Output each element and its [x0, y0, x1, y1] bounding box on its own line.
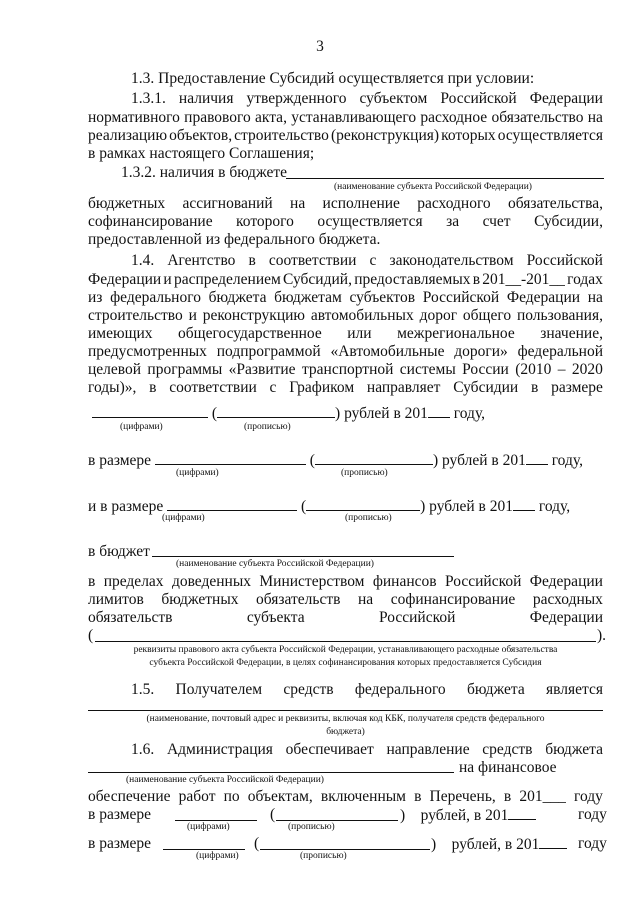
word: и [163, 271, 172, 288]
word: пользования, [516, 307, 603, 324]
amount-row-2 [88, 451, 583, 470]
word: строительство [88, 307, 183, 324]
word: субъектов [349, 289, 416, 306]
caption-words: (прописью) [288, 822, 335, 832]
open-paren: ( [211, 405, 218, 422]
word: обеспечивает [285, 741, 374, 758]
rubles-in-label: рублей, в 201 [420, 807, 509, 824]
word: нормативного [88, 109, 180, 126]
year-label: году [578, 835, 607, 852]
amount-digits-field[interactable] [92, 404, 208, 418]
clause-1-3: 1.3. Предоставление Субсидий осуществляется при условии: [131, 70, 535, 87]
word: в [88, 573, 96, 590]
word: расходного [417, 195, 491, 212]
word: обязательства, [507, 195, 603, 212]
word: автомобильных [310, 307, 414, 324]
word: – [557, 361, 566, 378]
word: дороги» [454, 343, 508, 360]
and-in-amount-label: и в размере [88, 498, 164, 515]
amount-digits-field[interactable] [163, 849, 245, 850]
word: 1.3.1. [131, 90, 166, 107]
word: Российской [526, 252, 603, 269]
amount-row-4 [88, 806, 151, 824]
word: годы)», [88, 379, 137, 396]
word: ассигнований [182, 195, 273, 212]
limits-line-3 [88, 609, 603, 627]
word: федеральной [517, 343, 603, 360]
word: соответствии [169, 379, 257, 396]
word: Российской [422, 289, 500, 306]
word: работ [178, 788, 216, 805]
clause-1-3-1-line-3 [88, 127, 603, 145]
word: Федерации [529, 90, 603, 107]
word: из [88, 289, 103, 306]
word: (2010 [515, 361, 552, 378]
subject-name-field[interactable] [88, 772, 454, 773]
word: обязательств [88, 609, 173, 626]
word: Российской [440, 90, 517, 107]
clause-1-4-line-8 [88, 379, 603, 397]
word: в [503, 788, 512, 805]
word: предоставляемых [354, 271, 471, 288]
caption-digits: (цифрами) [120, 422, 163, 432]
word: Получателем [175, 681, 263, 698]
amount-row-3 [88, 497, 570, 516]
word: и [188, 307, 197, 324]
caption-words: (прописью) [341, 468, 388, 478]
word: 1.4. [131, 252, 155, 269]
caption-recipient-2: бюджета) [326, 727, 365, 737]
word: бюджета [208, 289, 267, 306]
word: транспортной [301, 361, 394, 378]
word: значение, [540, 325, 603, 342]
word: является [546, 681, 603, 698]
word: Федерации [529, 609, 603, 626]
word: Перечень, [429, 788, 496, 805]
caption-words: (прописью) [244, 422, 291, 432]
word: в [530, 379, 539, 396]
amount-row-5 [88, 835, 151, 853]
in-amount-label: в размере [88, 835, 152, 852]
caption-legal-act-2: субъекта Российской Федерации, в целях софинансирования которых предоставляется Субсидия [149, 658, 542, 668]
word: дорог [419, 307, 458, 324]
clause-1-4-line-2 [88, 271, 603, 289]
caption-digits: (цифрами) [187, 822, 230, 832]
open-paren: ( [270, 806, 276, 823]
rubles-label: ) рублей в 201 [335, 405, 428, 422]
word: подпрограммой [216, 343, 321, 360]
word: обязательство [491, 109, 584, 126]
word: Федерации [529, 573, 603, 590]
clause-1-3-1-line-1 [131, 90, 603, 108]
caption-digits: (цифрами) [196, 851, 239, 861]
word: реконструкцию [202, 307, 305, 324]
word: софинансирование [390, 591, 516, 608]
word: бюджетных [88, 195, 166, 212]
word: в [149, 379, 157, 396]
word: осуществляется [317, 213, 423, 230]
word: году [573, 788, 603, 805]
open-paren: ( [300, 498, 307, 515]
clause-1-3-1-line-4: в рамках настоящего Соглашения; [88, 145, 315, 162]
word: включенным [320, 788, 406, 805]
word: соответствии [268, 252, 357, 269]
word: направляет [366, 379, 441, 396]
word: направление [386, 741, 470, 758]
word: (реконструкция) [330, 127, 440, 144]
year-field[interactable] [539, 835, 567, 849]
word: исполнение [322, 195, 400, 212]
word: 201__-201__ [482, 271, 565, 288]
open-paren: ( [254, 835, 260, 852]
word: субъектом [359, 90, 428, 107]
amount-digits-field[interactable] [175, 820, 257, 821]
amount-words-field[interactable] [217, 404, 335, 418]
caption-words: (прописью) [300, 851, 347, 861]
clause-1-6 [131, 741, 603, 759]
word: с [369, 252, 377, 269]
word: средств [482, 741, 533, 758]
page-number: 3 [316, 38, 324, 55]
amount-words-field[interactable] [276, 820, 398, 821]
amount-row-1 [92, 404, 485, 423]
in-amount-label: в размере [88, 452, 152, 469]
word: расходных [532, 591, 603, 608]
clause-1-4-line-1 [131, 252, 603, 270]
word: 201___ [519, 788, 566, 805]
word: строительство [234, 127, 329, 144]
word: по [223, 788, 240, 805]
caption-recipient-1: (наименование, почтовый адрес и реквизиты, включая код КБК, получателя средств федерального [146, 714, 545, 724]
caption-subject-name: (наименование субъекта Российской Федерации) [176, 559, 374, 569]
clause-1-3-2-line-1 [88, 195, 603, 213]
word: пределах [103, 573, 164, 590]
word: имеющих [88, 325, 153, 342]
word: объектам, [247, 788, 313, 805]
word: субъекта [246, 609, 305, 626]
close-paren: ). [597, 627, 607, 644]
amount-words-field[interactable] [260, 849, 430, 850]
year-field[interactable] [513, 497, 535, 511]
word: бюджетам [274, 289, 342, 306]
word: с [269, 379, 277, 396]
legal-act-field[interactable] [95, 641, 596, 642]
word: в [248, 252, 256, 269]
word: реализацию [88, 127, 168, 144]
word: которых [441, 127, 496, 144]
word: России [462, 361, 509, 378]
word: 2020 [571, 361, 603, 378]
word: счет [482, 213, 511, 230]
word: на [587, 109, 603, 126]
word: правового [184, 109, 251, 126]
word: Графиком [289, 379, 355, 396]
caption-subject-name: (наименование субъекта Российской Федерации) [126, 775, 324, 785]
word: федерального [110, 289, 201, 306]
word: на [290, 195, 306, 212]
amount-words-field[interactable] [306, 497, 420, 511]
year-field[interactable] [526, 451, 548, 465]
word: «Автомобильные [330, 343, 445, 360]
limits-line-1 [88, 573, 603, 591]
word: общего [462, 307, 512, 324]
rubles-label: ) рублей в 201 [420, 498, 513, 515]
caption-legal-act-1: реквизиты правового акта субъекта Российской Федерации, устанавливающего расходные обязательства [133, 645, 558, 655]
caption-subject-name: (наименование субъекта Российской Федерации) [334, 182, 532, 192]
year-label: году, [453, 405, 486, 422]
word: на [357, 591, 374, 608]
word: доведенных [171, 573, 251, 590]
word: софинансирование [88, 213, 213, 230]
clause-1-4-line-3 [88, 289, 603, 307]
word: размере [551, 379, 603, 396]
amount-words-field[interactable] [315, 451, 433, 465]
word: объектов, [169, 127, 233, 144]
word: расходное [420, 109, 488, 126]
amount-digits-field[interactable] [167, 497, 297, 511]
word: Администрация [166, 741, 273, 758]
word: в [414, 788, 422, 805]
clause-1-3-1-line-2 [88, 109, 603, 127]
clause-1-4-line-6 [88, 343, 603, 361]
word: бюджетных [161, 591, 239, 608]
year-label: году [578, 806, 607, 823]
word: Министерством [259, 573, 365, 590]
caption-digits: (цифрами) [176, 468, 219, 478]
recipient-field[interactable] [88, 710, 603, 711]
word: бюджета [545, 741, 603, 758]
word: предусмотренных [88, 343, 207, 360]
caption-digits: (цифрами) [162, 513, 205, 523]
rubles-label: ) рублей в 201 [432, 452, 526, 469]
in-amount-label: в размере [88, 806, 152, 823]
year-field[interactable] [428, 404, 450, 418]
clause-1-4-line-4 [88, 307, 603, 325]
word: межрегиональное [397, 325, 515, 342]
word: Агентство [167, 252, 236, 269]
word: за [446, 213, 460, 230]
to-budget-label: в бюджет [88, 543, 150, 560]
word: законодательством [389, 252, 514, 269]
word: Субсидий, [283, 271, 352, 288]
word: которого [236, 213, 294, 230]
word: обеспечение [88, 788, 171, 805]
word: программы [147, 361, 223, 378]
word: общегосударственное [178, 325, 322, 342]
word: лимитов [88, 591, 144, 608]
word: бюджета [466, 681, 525, 698]
clause-1-6-line-3 [88, 788, 603, 806]
open-paren: ( [88, 627, 94, 644]
on-financial-label: на финансовое [459, 759, 557, 776]
word: Федерации [506, 289, 581, 306]
clause-1-3-2-lead: 1.3.2. наличия в бюджете [121, 164, 287, 181]
year-label: году, [551, 452, 583, 469]
year-field[interactable] [508, 806, 536, 820]
rubles-label: ) рублей, в 201 [400, 806, 536, 825]
word: утвержденного [246, 90, 347, 107]
word: наличия [178, 90, 234, 107]
blank-line[interactable] [152, 556, 454, 557]
clause-1-4-line-7 [88, 361, 603, 379]
year-label: году, [538, 498, 571, 515]
word: Российской [444, 573, 522, 590]
word: в [472, 271, 481, 288]
rubles-label: ) рублей, в 201 [431, 835, 567, 854]
word: целевой [88, 361, 142, 378]
clause-1-3-2-line-3: предоставленной из федерального бюджета. [88, 231, 381, 248]
blank-line[interactable] [286, 178, 604, 179]
word: Субсидии [453, 379, 519, 396]
clause-1-3-2-line-2 [88, 213, 603, 231]
word: распределением [173, 271, 281, 288]
word: финансов [372, 573, 437, 590]
limits-line-2 [88, 591, 603, 609]
amount-digits-field[interactable] [155, 451, 306, 465]
word: или [347, 325, 372, 342]
word: осуществляется [497, 127, 603, 144]
clause-1-5 [131, 681, 603, 699]
word: на [587, 289, 603, 306]
open-paren: ( [309, 452, 315, 469]
rubles-in-label: рублей, в 201 [451, 836, 540, 853]
word: 1.6. [131, 741, 155, 758]
word: обязательств [256, 591, 341, 608]
word: Субсидии, [534, 213, 603, 230]
word: акта, [255, 109, 287, 126]
word: Российской [379, 609, 456, 626]
caption-words: (прописью) [345, 513, 392, 523]
word: системы [399, 361, 456, 378]
word: 1.5. [131, 681, 155, 698]
word: федерального [354, 681, 446, 698]
word: годах [567, 271, 603, 288]
word: Федерации [88, 271, 162, 288]
clause-1-4-line-5 [88, 325, 603, 343]
word: средств [283, 681, 334, 698]
word: устанавливающего [291, 109, 417, 126]
word: «Развитие [228, 361, 296, 378]
